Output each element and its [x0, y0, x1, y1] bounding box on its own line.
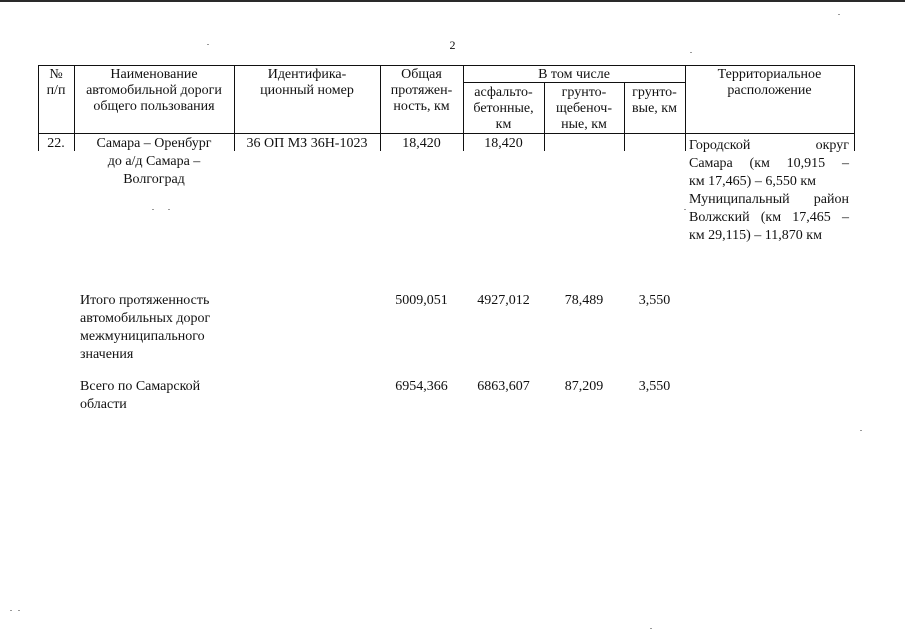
territory-line: Самара (км 10,915 – — [689, 156, 849, 171]
subtotal-label: Итого протяженность автомобильных дорог межмуниципального значения — [80, 293, 211, 362]
scan-speck — [684, 209, 686, 210]
header-territory: Территориальное расположение — [717, 67, 822, 98]
territory-line: Городской округ — [689, 138, 849, 153]
header-no: № п/п — [46, 67, 66, 98]
subtotal-asphalt: 4927,012 — [477, 293, 530, 308]
header-identifier: Идентифика- ционный номер — [260, 67, 354, 98]
row-territory — [689, 137, 849, 245]
subtotal-gravel: 78,489 — [564, 293, 604, 308]
row-identifier: 36 ОП МЗ 36Н-1023 — [246, 136, 368, 151]
scan-speck — [168, 209, 170, 210]
scan-speck — [10, 610, 12, 611]
header-bottom-line — [38, 133, 854, 134]
col-line — [854, 65, 855, 151]
scan-speck — [18, 610, 20, 611]
scan-speck — [838, 14, 840, 15]
grand-total-gravel: 87,209 — [564, 379, 604, 394]
scan-speck — [650, 628, 652, 629]
subtotal-dirt: 3,550 — [638, 293, 671, 308]
grand-total-dirt: 3,550 — [638, 379, 671, 394]
header-road-name: Наименование автомобильной дороги общего пользования — [86, 67, 222, 114]
row-number: 22. — [47, 136, 65, 151]
row-asphalt: 18,420 — [484, 136, 523, 151]
territory-line: км 29,115) – 11,870 км — [689, 228, 822, 243]
scan-speck — [860, 430, 862, 431]
page-top-border — [0, 0, 905, 2]
header-total-length: Общая протяжен- ность, км — [390, 67, 453, 114]
scan-speck — [690, 52, 692, 53]
row-road-name: Самара – Оренбург до а/д Самара – Волгоград — [96, 136, 212, 187]
page-number: 2 — [449, 38, 456, 52]
grand-total-label: Всего по Самарской области — [80, 379, 201, 412]
row-total-length: 18,420 — [402, 136, 441, 151]
scan-speck — [152, 209, 154, 210]
territory-line: Муниципальный район — [689, 192, 849, 207]
header-top-line — [38, 65, 854, 66]
grand-total-total: 6954,366 — [395, 379, 448, 394]
scan-speck — [207, 44, 209, 45]
grand-total-asphalt: 6863,607 — [477, 379, 530, 394]
territory-line: Волжский (км 17,465 – — [689, 210, 849, 225]
header-including: В том числе — [538, 67, 610, 82]
subtotal-total: 5009,051 — [395, 293, 448, 308]
header-dirt: грунто- вые, км — [632, 85, 677, 116]
header-asphalt: асфальто- бетонные, км — [473, 85, 534, 132]
header-gravel: грунто- щебеноч- ные, км — [556, 85, 612, 132]
territory-line: км 17,465) – 6,550 км — [689, 174, 816, 189]
